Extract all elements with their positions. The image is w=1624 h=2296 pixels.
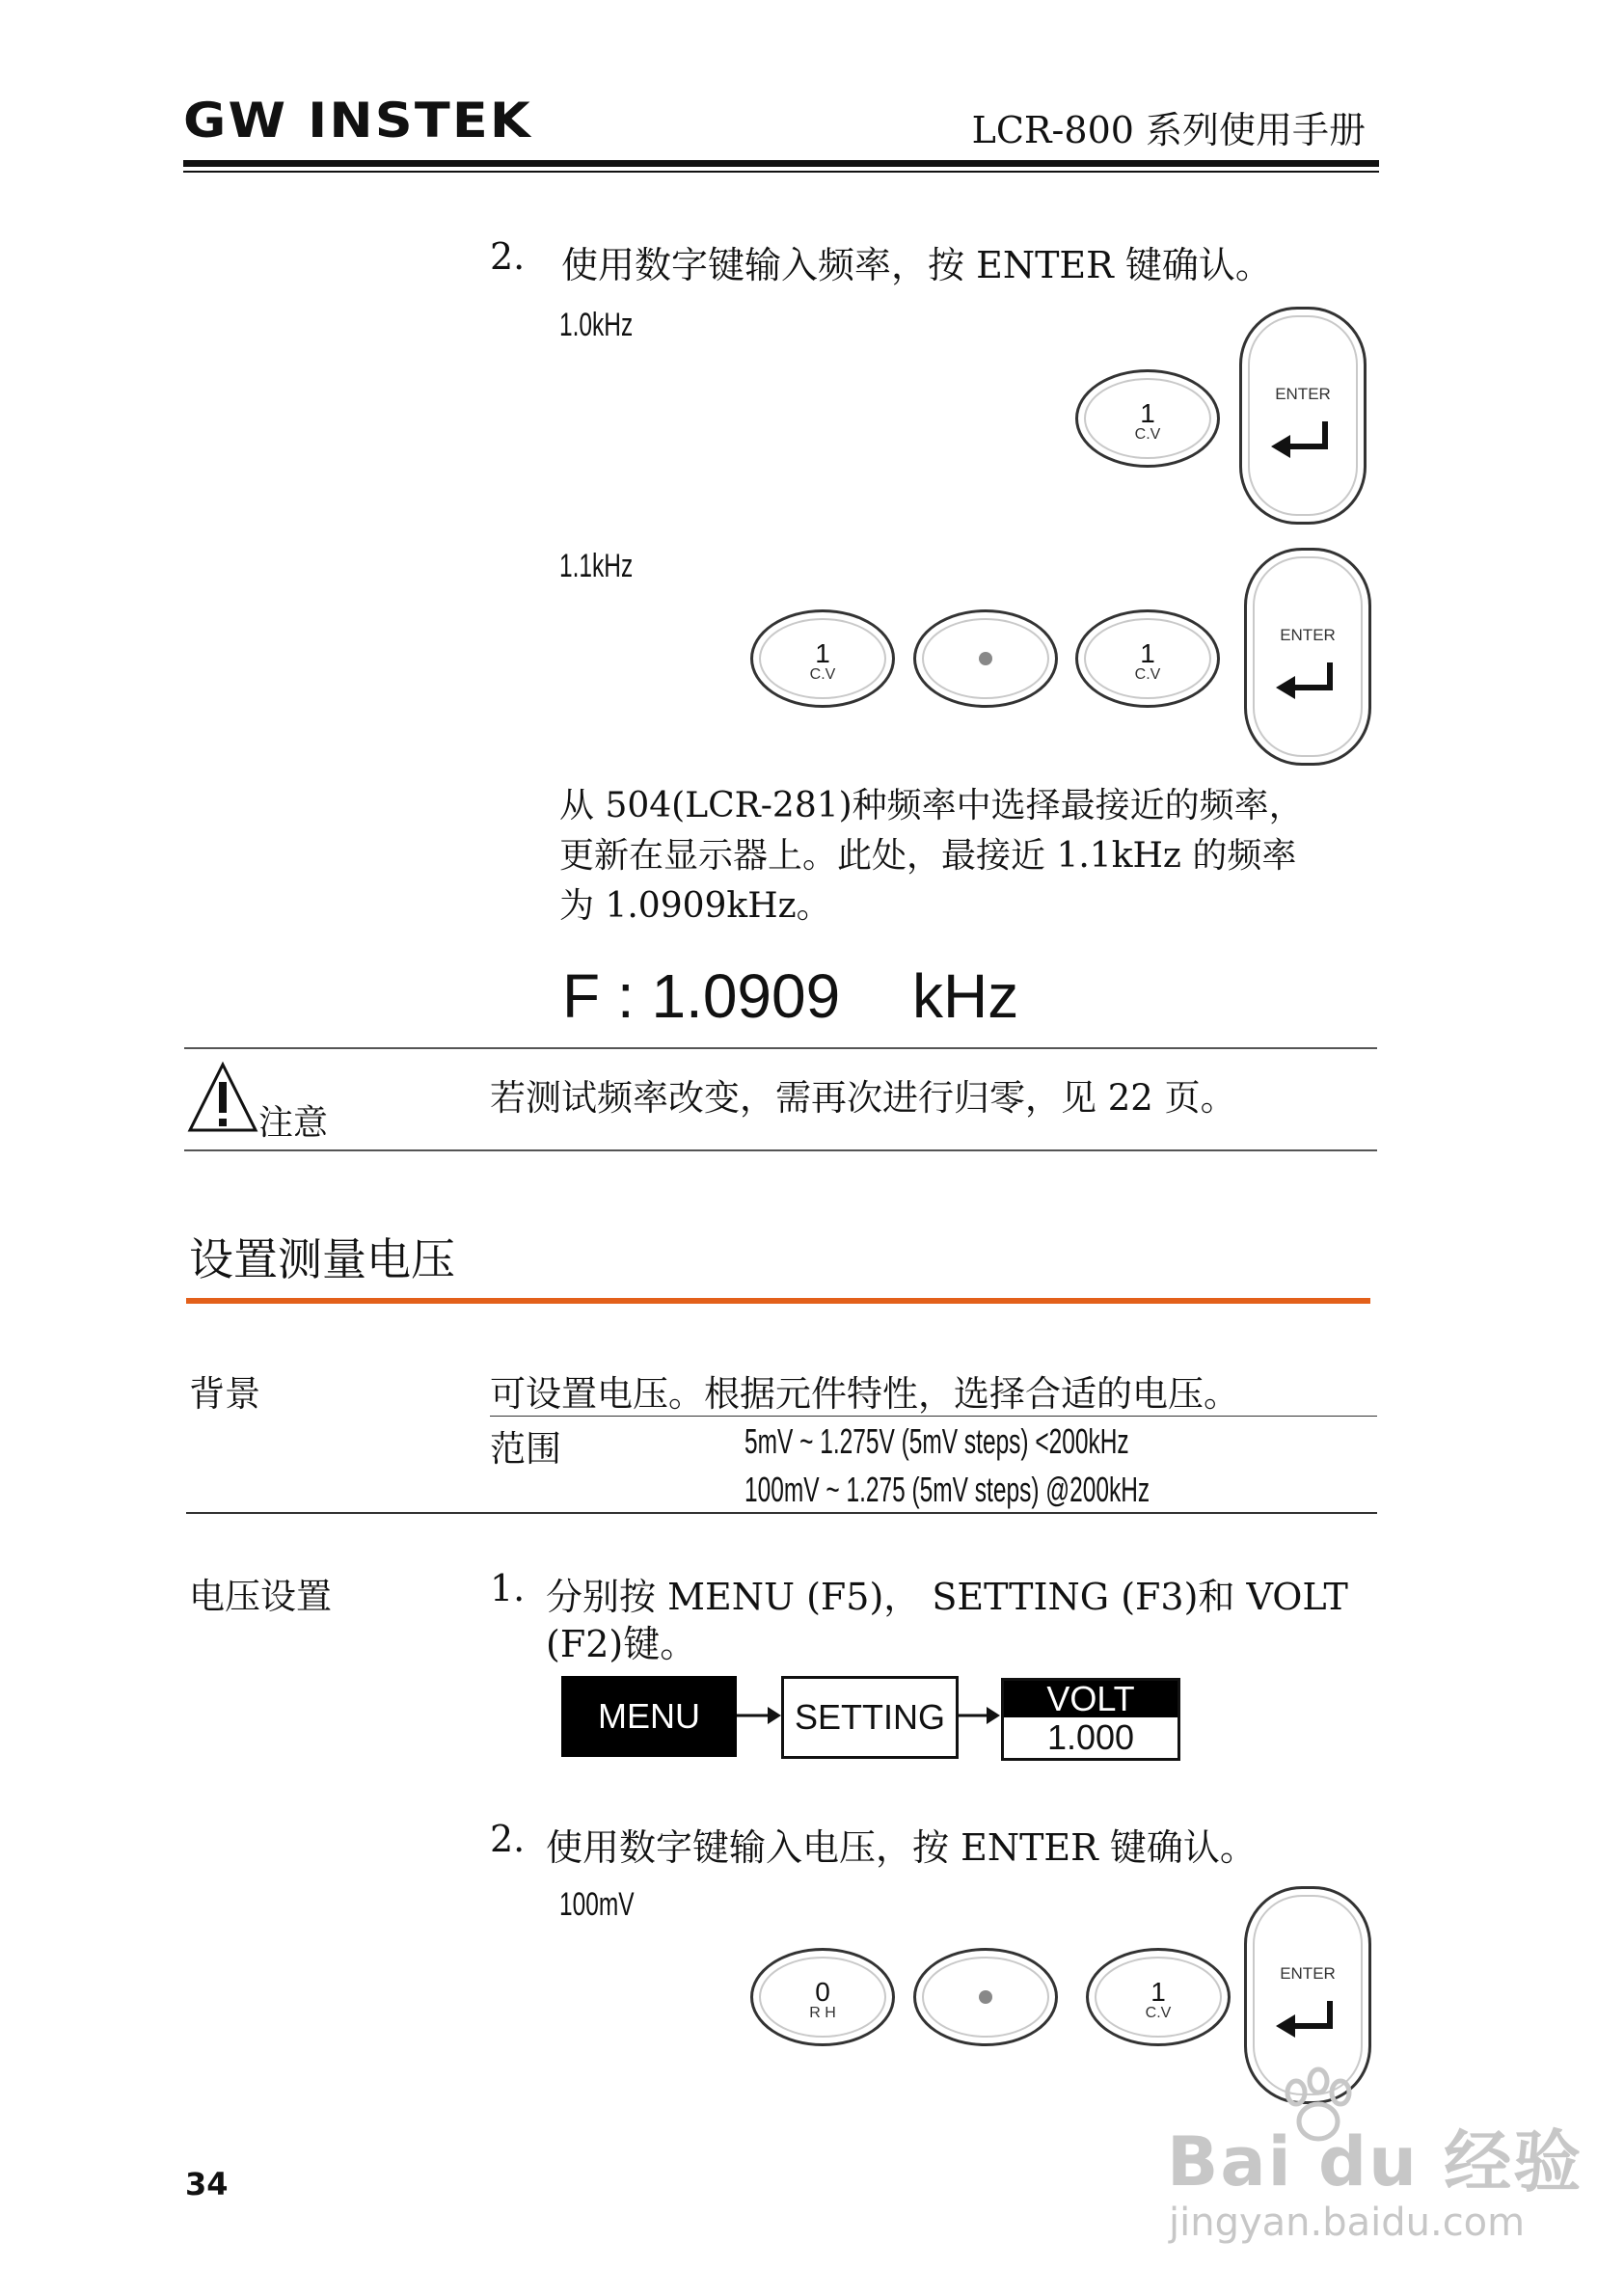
watermark-brand: Bai du 经验 xyxy=(1167,2122,1583,2201)
key-sub-label: C.V xyxy=(809,665,836,683)
decimal-dot-icon xyxy=(979,652,992,665)
frequency-unit: kHz xyxy=(912,961,1019,1031)
step-number: 2. xyxy=(490,1818,526,1860)
header-rule xyxy=(183,160,1379,167)
section-title-rule xyxy=(186,1298,1370,1304)
volt-value: 1.000 xyxy=(1046,1717,1135,1757)
key-sub-label: C.V xyxy=(1145,2004,1172,2021)
manual-title: LCR-800 系列使用手册 xyxy=(971,109,1366,151)
explanation-line: 更新在显示器上。此处，最接近 1.1kHz 的频率 xyxy=(559,836,1297,876)
range-top-rule xyxy=(490,1416,1377,1417)
enter-arrow-icon xyxy=(1274,1995,1341,2043)
example-caption: 100mV xyxy=(559,1886,635,1923)
volt-label: VOLT xyxy=(1004,1681,1177,1717)
background-label: 背景 xyxy=(189,1373,260,1415)
explanation-line: 为 1.0909kHz。 xyxy=(559,886,831,926)
enter-arrow-icon xyxy=(1274,657,1341,705)
enter-key-label: ENTER xyxy=(1280,626,1336,644)
explanation-line: 从 504(LCR-281)种频率中选择最接近的频率， xyxy=(559,786,1304,825)
key-main-label: 1 xyxy=(1140,397,1155,428)
key-main-label: 1 xyxy=(1150,1976,1166,2007)
enter-arrow-icon xyxy=(1269,416,1337,464)
enter-key-label: ENTER xyxy=(1275,385,1331,403)
setting-softkey[interactable]: SETTING xyxy=(781,1676,959,1759)
enter-key[interactable] xyxy=(1239,307,1367,525)
example-caption: 1.0kHz xyxy=(559,307,634,343)
page-number: 34 xyxy=(185,2166,229,2202)
header-rule-thin xyxy=(183,171,1379,173)
volt-softkey[interactable] xyxy=(1001,1678,1180,1761)
enter-key-label: ENTER xyxy=(1280,1964,1336,1983)
arrow-right-icon xyxy=(956,1703,1000,1728)
warning-icon xyxy=(186,1061,259,1134)
key-sub-label: C.V xyxy=(1134,665,1161,683)
key-sub-label: R H xyxy=(809,2004,836,2021)
background-text: 可设置电压。根据元件特性，选择合适的电压。 xyxy=(490,1373,1239,1415)
enter-key[interactable] xyxy=(1244,548,1371,766)
voltage-setting-label: 电压设置 xyxy=(189,1576,332,1617)
step-number: 1. xyxy=(490,1567,526,1609)
step-text: 分别按 MENU (F5)， SETTING (F3)和 VOLT xyxy=(546,1576,1348,1618)
key-1[interactable] xyxy=(1075,609,1220,708)
decimal-dot-icon xyxy=(979,1990,992,2004)
key-decimal-point[interactable] xyxy=(913,609,1058,708)
range-label: 范围 xyxy=(490,1428,561,1470)
range-line: 100mV ~ 1.275 (5mV steps) @200kHz xyxy=(744,1470,1150,1509)
key-main-label: 1 xyxy=(815,637,830,668)
key-main-label: 1 xyxy=(1140,637,1155,668)
key-decimal-point[interactable] xyxy=(913,1948,1058,2046)
section-title: 设置测量电压 xyxy=(189,1233,455,1285)
frequency-readout: F : 1.0909 xyxy=(562,961,841,1031)
note-top-rule xyxy=(184,1047,1377,1049)
key-1[interactable] xyxy=(1075,369,1220,468)
step-number: 2. xyxy=(490,235,526,278)
menu-softkey[interactable]: MENU xyxy=(561,1676,737,1757)
step-text: 使用数字键输入电压，按 ENTER 键确认。 xyxy=(546,1826,1257,1869)
note-label: 注意 xyxy=(258,1103,329,1143)
brand-logo: GW INSTEK xyxy=(183,93,532,149)
key-0[interactable] xyxy=(750,1948,895,2046)
example-caption: 1.1kHz xyxy=(559,548,634,584)
key-1[interactable] xyxy=(750,609,895,708)
range-line: 5mV ~ 1.275V (5mV steps) <200kHz xyxy=(744,1421,1129,1461)
step-text: 使用数字键输入频率，按 ENTER 键确认。 xyxy=(561,244,1272,286)
arrow-right-icon xyxy=(737,1703,781,1728)
key-main-label: 0 xyxy=(815,1976,830,2007)
key-sub-label: C.V xyxy=(1134,425,1161,443)
note-bottom-rule xyxy=(184,1149,1377,1151)
key-1[interactable] xyxy=(1086,1948,1231,2046)
explanation-paragraph xyxy=(559,781,1304,932)
range-bottom-rule xyxy=(186,1512,1377,1514)
step-text: (F2)键。 xyxy=(546,1623,697,1665)
watermark-url: jingyan.baidu.com xyxy=(1169,2201,1526,2245)
note-text: 若测试频率改变，需再次进行归零，见 22 页。 xyxy=(490,1077,1236,1119)
